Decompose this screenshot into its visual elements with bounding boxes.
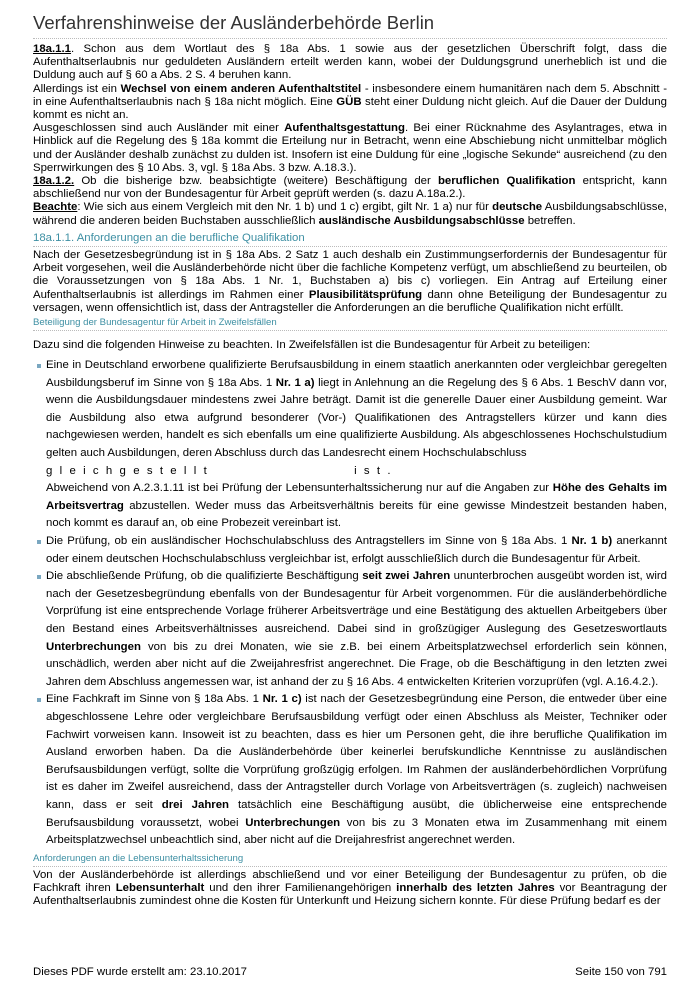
bullet-square-icon: [37, 575, 41, 579]
section-heading-qualifikation: 18a.1.1. Anforderungen an die berufliche Qualifikation: [33, 231, 305, 244]
list-item: Eine Fachkraft im Sinne von § 18a Abs. 1 Nr. 1 c) ist nach der Gesetzesbegründung eine Person, die entweder über eine abgeschlossene Lehre oder vergleichbare Berufsausbildung verfügt oder einen Abschluss als Meister, Techniker oder Fachwirt vorweisen kann. Insoweit ist zu beachten, dass es hier um Personen geht, die ihre berufliche Qualifikation im Ausland erworben haben. Da die Ausländerbehörde über keinerlei berufskundliche Kenntnisse zu ausländischen Berufsausbildungen verfügt, sollte die Vorprüfung großzügig erfolgen. Im Rahmen der ausländerbehördlichen Vorprüfung ist es daher im Zweifel ausreichend, dass der Antragsteller durch Vorlage von Arbeitsverträgen (s. zugleich) nachweisen kann, dass er seit drei Jahren tatsächlich eine Beschäftigung ausübt, die üblicherweise eine entsprechende Berufsausbildung voraussetzt, wobei Unterbrechungen von bis zu 3 Monaten etwa im Zusammenhang mit einem Arbeitsplatzwechsel unbeachtlich sind, aber nicht auf die Dreijahresfrist angerechnet werden.: [33, 691, 667, 849]
page-footer: [33, 966, 667, 978]
subheading-beteiligung: Beteiligung der Bundesagentur für Arbeit in Zweifelsfällen: [33, 317, 277, 329]
section-divider: [33, 246, 667, 247]
subsection-divider: [33, 866, 667, 867]
page-title: Verfahrenshinweise der Ausländerbehörde Berlin: [33, 12, 435, 33]
creation-date: Dieses PDF wurde erstellt am: 23.10.2017: [33, 966, 247, 978]
paragraph-18a-1-1: 18a.1.1. Schon aus dem Wortlaut des § 18a Abs. 1 sowie aus der gesetzlichen Überschrift folgt, dass die Aufenthaltserlaubnis nur geduldeten Ausländern erteilt werden kann, wobei der Duldungsgrund unerheblich ist und die Duldung auch auf § 60 a Abs. 2 S. 4 beruhen kann.: [33, 43, 667, 82]
list-item: Die Prüfung, ob ein ausländischer Hochschulabschluss des Antragstellers im Sinne von § 18a Abs. 1 Nr. 1 b) anerkannt oder einem deutschen Hochschulabschluss vergleichbar ist, erfolgt ausschließlich durch die Bundesagentur für Arbeit.: [33, 533, 667, 568]
paragraph-gestattung: Ausgeschlossen sind auch Ausländer mit einer Aufenthaltsgestattung. Bei einer Rücknahme des Asylantrages, etwa in Hinblick auf die Regelung des § 18a kommt die Erteilung nur in Betracht, wenn eine Abschiebung nicht unmittelbar möglich und der Ausländer deshalb zunächst zu dulden ist. Insofern ist eine Duldung für eine „logische Sekunde“ ausreichend (zu den Sperrwirkungen des § 10 Abs. 3, vgl. § 18a Abs. 3 bzw. A.18.3.).: [33, 122, 668, 174]
document-page: [33, 0, 667, 908]
note-label: Beachte: [33, 201, 78, 214]
paragraph-18a-1-2: 18a.1.2. Ob die bisherige bzw. beabsichtigte (weitere) Beschäftigung der beruflichen Qualifikation entspricht, kann abschließend nur von der Bundesagentur für Arbeit geprüft werden (s. dazu A.18a.2.).: [33, 175, 668, 201]
subheading-lebensunterhalt: Anforderungen an die Lebensunterhaltssicherung: [33, 852, 244, 864]
paragraph-intro: Dazu sind die folgenden Hinweise zu beachten. In Zweifelsfällen ist die Bundesagentur für Arbeit zu beteiligen:: [33, 339, 591, 352]
bullet-square-icon: [37, 698, 41, 702]
section-number: 18a.1.2.: [33, 175, 75, 188]
bullet-square-icon: [37, 540, 41, 544]
paragraph-beachte: Beachte: Wie sich aus einem Vergleich mit den Nr. 1 b) und 1 c) ergibt, gilt Nr. 1 a) nur für deutsche Ausbildungsabschlüsse, während die anderen beiden Buchstaben ausschließlich ausländische Ausbildungsabschlüsse betreffen.: [33, 201, 667, 227]
paragraph-wechsel: Allerdings ist ein Wechsel von einem anderen Aufenthaltstitel - insbesondere einem humanitären nach dem 5. Abschnitt - in eine Aufenthaltserlaubnis nach § 18a nicht möglich. Eine GÜB steht einer Duldung nicht gleich. Auf die Dauer der Duldung kommt es nicht an.: [33, 82, 668, 122]
subsection-divider: [33, 330, 667, 331]
bullet-square-icon: [37, 364, 41, 368]
list-item: Eine in Deutschland erworbene qualifizierte Berufsausbildung in einem staatlich anerkannten oder vergleichbar geregelten Ausbildungsberuf im Sinne von § 18a Abs. 1 Nr. 1 a) liegt in Anlehnung an die Regelung des § 6 Abs. 1 BeschV dann vor, wenn die Ausbildungsdauer mindestens zwei Jahre beträgt. Damit ist die generelle Dauer einer Ausbildung gemeint. War die Ausbildung also etwa aufgrund besonderer (Vor-) Qualifikationen des Antragstellers kürzer und kann dies nachgewiesen werden, handelt es sich ebenfalls um eine qualifizierte Ausbildung. Als abgeschlossenes Hochschulstudium gelten auch Ausbildungen, deren Abschluss durch das Landesrecht einem Hochschulabschluss gleichgestellt ist. Abweichend von A.2.3.1.11 ist bei Prüfung der Lebensunterhaltssicherung nur auf die Angaben zur Höhe des Gehalts im Arbeitsvertrag abzustellen. Weder muss das Arbeitsverhältnis bereits für eine gewisse Mindestzeit bestanden haben, noch kommt es darauf an, ob eine Probezeit vereinbart ist.: [33, 357, 667, 533]
paragraph-gesetzesbegruendung: Nach der Gesetzesbegründung ist in § 18a Abs. 2 Satz 1 auch deshalb ein Zustimmungserfordernis der Bundesagentur für Arbeit vorgesehen, weil die Ausländerbehörde nicht über die fachliche Kompetenz verfügt, um abschließend zu beurteilen, ob die Voraussetzungen von § 18a Abs. 1 Nr. 1, Buchstaben a) bis c) vorliegen. Ein Antrag auf Erteilung einer Aufenthaltserlaubnis ist allerdings im Rahmen einer Plausibilitätsprüfung dann ohne Beteiligung der Bundesagentur zu versagen, wenn offensichtlich ist, dass der Antragsteller die Anforderungen an die berufliche Qualifikation nicht erfüllt.: [33, 249, 667, 314]
title-divider: [33, 38, 667, 39]
section-number: 18a.1.1: [33, 43, 72, 55]
page-number: Seite 150 von 791: [575, 966, 667, 978]
requirements-list: [33, 357, 667, 850]
list-item: Die abschließende Prüfung, ob die qualifizierte Beschäftigung seit zwei Jahren ununterbrochen ausgeübt worden ist, wird nach der Gesetzesbegründung ebenfalls von der Bundesagentur für Arbeit vorgenommen. Für die ausländerbehördliche Vorprüfung ist eine entsprechende Vorlage früherer Arbeitsverträge und eine Bestätigung des aktuellen Arbeitgebers über den Bestand eines Arbeitsverhältnisses ausreichend. Dabei sind in großzügiger Auslegung des Gesetzeswortlauts Unterbrechungen von bis zu drei Monaten, wie sie z.B. bei einem Arbeitsplatzwechsel erforderlich sein können, unschädlich, werden aber nicht auf die Zweijahresfrist angerechnet. Die Frage, ob die Beschäftigung in den letzten zwei Jahren dem Abschluss angemessen war, ist anhand der zu § 16 Abs. 4 entwickelten Kriterien vorzuprüfen (vgl. A.16.4.2.).: [33, 568, 667, 691]
paragraph-lebensunterhalt: Von der Ausländerbehörde ist allerdings abschließend und vor einer Beteiligung der Bundesagentur zu prüfen, ob die Fachkraft ihren Lebensunterhalt und den ihrer Familienangehörigen innerhalb des letzten Jahres vor Beantragung der Aufenthaltserlaubnis zumindest ohne die Kosten für Unterkunft und Heizung sichern konnte. Für diese Prüfung bedarf es der: [33, 868, 667, 908]
